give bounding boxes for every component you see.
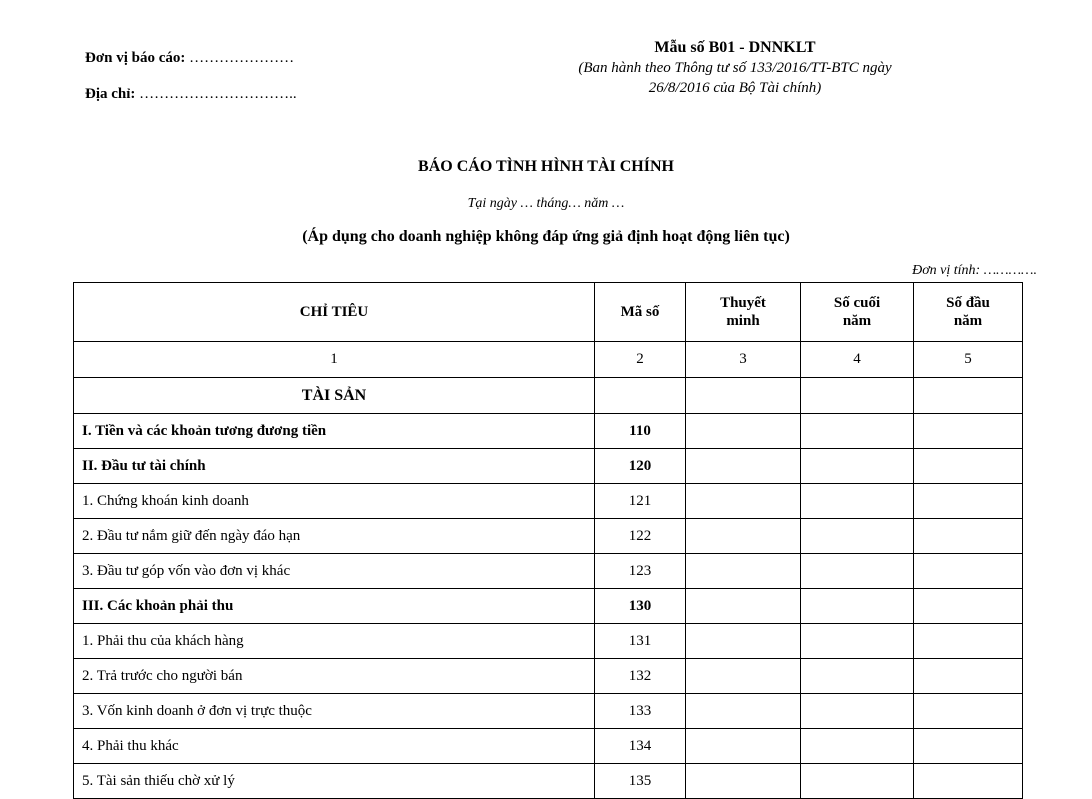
row-code: 135 — [595, 764, 686, 799]
note-cell — [686, 484, 801, 519]
closing-value-cell — [801, 449, 914, 484]
row-label: II. Đầu tư tài chính — [74, 449, 595, 484]
opening-value-cell — [914, 554, 1023, 589]
section-title: TÀI SẢN — [74, 378, 595, 414]
issued-by-line-2: 26/8/2016 của Bộ Tài chính) — [648, 80, 822, 96]
currency-unit: Đơn vị tính: …………. — [912, 263, 1037, 278]
row-label: 4. Phải thu khác — [74, 729, 595, 764]
row-label: 1. Chứng khoán kinh doanh — [74, 484, 595, 519]
opening-value-cell — [914, 729, 1023, 764]
table-row — [74, 694, 1023, 729]
table-row — [74, 554, 1023, 589]
note-cell — [686, 694, 801, 729]
report-title: BÁO CÁO TÌNH HÌNH TÀI CHÍNH — [418, 158, 674, 175]
row-label: 1. Phải thu của khách hàng — [74, 624, 595, 659]
row-label: 2. Trả trước cho người bán — [74, 659, 595, 694]
note-cell — [686, 589, 801, 624]
header-opening-line-1: Số đầu — [946, 295, 990, 311]
reporting-entity-block — [85, 40, 297, 112]
closing-value-cell — [801, 554, 914, 589]
table-row — [74, 449, 1023, 484]
empty-cell — [801, 378, 914, 414]
row-code: 122 — [595, 519, 686, 554]
opening-value-cell — [914, 764, 1023, 799]
address-dots: ………………………….. — [135, 86, 297, 102]
opening-value-cell — [914, 624, 1023, 659]
column-number: 3 — [686, 342, 801, 378]
row-code: 130 — [595, 589, 686, 624]
header-note — [686, 283, 801, 342]
closing-value-cell — [801, 414, 914, 449]
closing-value-cell — [801, 589, 914, 624]
empty-cell — [914, 378, 1023, 414]
column-number-row — [74, 342, 1023, 378]
row-code: 120 — [595, 449, 686, 484]
header-code: Mã số — [595, 283, 686, 342]
header-closing-line-1: Số cuối — [833, 295, 881, 311]
note-cell — [686, 729, 801, 764]
row-label: III. Các khoản phải thu — [74, 589, 595, 624]
column-number: 4 — [801, 342, 914, 378]
closing-value-cell — [801, 519, 914, 554]
closing-value-cell — [801, 659, 914, 694]
note-cell — [686, 414, 801, 449]
table-row — [74, 729, 1023, 764]
note-cell — [686, 519, 801, 554]
header-note-line-1: Thuyết — [720, 295, 766, 311]
row-code: 133 — [595, 694, 686, 729]
empty-cell — [686, 378, 801, 414]
form-reference-block — [520, 38, 950, 98]
opening-value-cell — [914, 484, 1023, 519]
column-number: 1 — [74, 342, 595, 378]
empty-cell — [595, 378, 686, 414]
opening-value-cell — [914, 519, 1023, 554]
note-cell — [686, 624, 801, 659]
closing-value-cell — [801, 694, 914, 729]
row-label: 3. Đầu tư góp vốn vào đơn vị khác — [74, 554, 595, 589]
row-code: 132 — [595, 659, 686, 694]
header-opening-line-2: năm — [953, 313, 983, 329]
closing-value-cell — [801, 624, 914, 659]
closing-value-cell — [801, 729, 914, 764]
row-label: 5. Tài sản thiếu chờ xử lý — [74, 764, 595, 799]
reporting-unit-label: Đơn vị báo cáo: — [85, 50, 186, 66]
table-row — [74, 659, 1023, 694]
header-note-line-2: minh — [726, 313, 760, 329]
reporting-unit-dots: ………………… — [185, 50, 295, 66]
report-applicability: (Áp dụng cho doanh nghiệp không đáp ứng giả định hoạt động liên tục) — [302, 228, 790, 245]
table-row — [74, 519, 1023, 554]
row-code: 121 — [595, 484, 686, 519]
row-label: I. Tiền và các khoản tương đương tiền — [74, 414, 595, 449]
row-code: 110 — [595, 414, 686, 449]
row-code: 134 — [595, 729, 686, 764]
header-indicator: CHỈ TIÊU — [74, 283, 595, 342]
opening-value-cell — [914, 694, 1023, 729]
opening-value-cell — [914, 449, 1023, 484]
note-cell — [686, 659, 801, 694]
note-cell — [686, 449, 801, 484]
address-line — [85, 76, 297, 112]
closing-value-cell — [801, 764, 914, 799]
closing-value-cell — [801, 484, 914, 519]
header-opening — [914, 283, 1023, 342]
form-number: Mẫu số B01 - DNNKLT — [654, 39, 816, 56]
table-row — [74, 764, 1023, 799]
address-label: Địa chỉ: — [85, 86, 136, 102]
table-row — [74, 414, 1023, 449]
report-date-line: Tại ngày … tháng… năm … — [467, 196, 625, 211]
column-number: 5 — [914, 342, 1023, 378]
table-row — [74, 484, 1023, 519]
issued-by-line-1: (Ban hành theo Thông tư số 133/2016/TT-BTC ngày — [578, 60, 892, 76]
note-cell — [686, 764, 801, 799]
row-label: 2. Đầu tư nắm giữ đến ngày đáo hạn — [74, 519, 595, 554]
table-row — [74, 589, 1023, 624]
table-header-row — [74, 283, 1023, 342]
opening-value-cell — [914, 659, 1023, 694]
header-closing — [801, 283, 914, 342]
section-row — [74, 378, 1023, 414]
note-cell — [686, 554, 801, 589]
reporting-unit-line — [85, 40, 297, 76]
row-label: 3. Vốn kinh doanh ở đơn vị trực thuộc — [74, 694, 595, 729]
table-row — [74, 624, 1023, 659]
opening-value-cell — [914, 589, 1023, 624]
row-code: 131 — [595, 624, 686, 659]
opening-value-cell — [914, 414, 1023, 449]
header-closing-line-2: năm — [842, 313, 872, 329]
row-code: 123 — [595, 554, 686, 589]
financial-position-table — [73, 282, 1023, 799]
column-number: 2 — [595, 342, 686, 378]
